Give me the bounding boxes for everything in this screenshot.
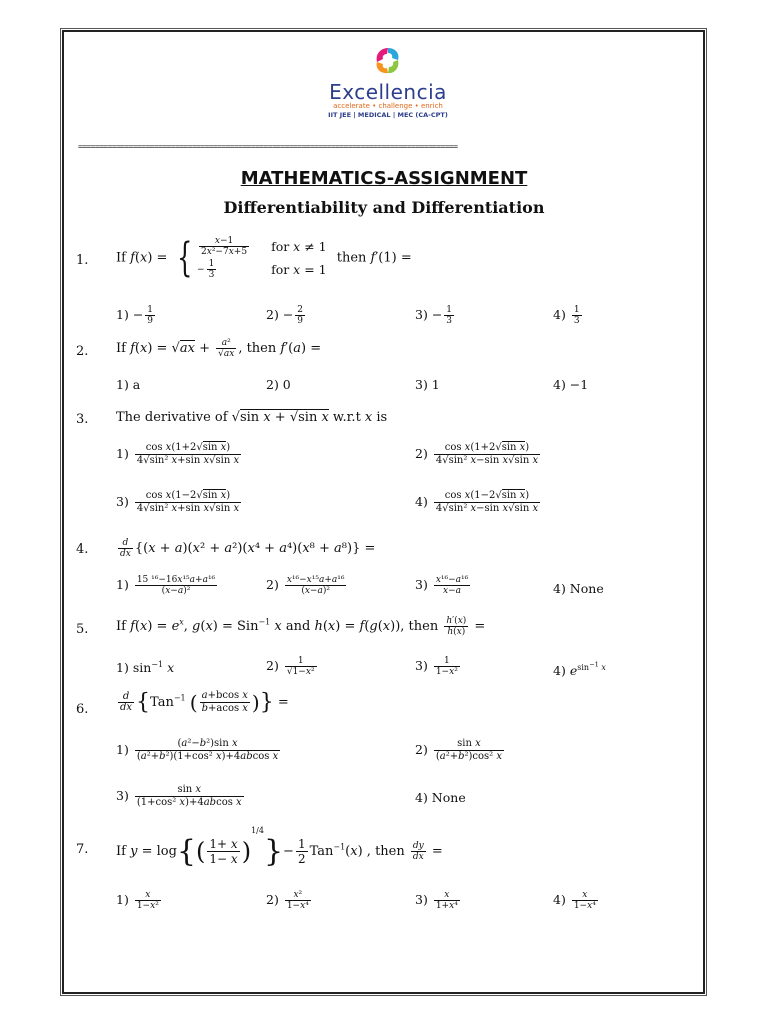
q5-option-3: 3) $\frac{1}{\text{1−x²}}$ [415,656,458,677]
swirl-logo-icon [370,44,406,80]
q2-option-1: 1) a [116,377,141,392]
q5-option-4: 4) $e^{sin^{-1} x}$ [553,660,606,678]
q1-option-3: 3) − $\frac{1}{3}$ [415,305,453,326]
brand-tagline: accelerate • challenge • enrich [333,102,443,110]
question-1: If f(x) = { $\frac{x-1}{\text{2x²−7x+5}}$ for x ≠ 1 − $\frac{1}{3}$ for x = 1 then f′(1) = [116,235,412,281]
q4-option-4: 4) None [553,581,604,596]
q6-option-3: 3) $\frac{\text{sin x}}{\text{(1+cos² x)+4abcos x}}$ [116,784,242,808]
q3-option-3: 3) $\frac{\text{cos x(1−2√sin x)}}{\text{4√sin² x+sin x√sin x}}$ [116,490,240,514]
q2-option-3: 3) 1 [415,377,440,392]
question-number: 7. [76,842,89,857]
q5-option-2: 2) $\frac{1}{\text{√1−x²}}$ [266,656,315,677]
question-3: The derivative of √sin x + √sin x w.r.t x is [116,410,388,425]
q6-option-2: 2) $\frac{\text{sin x}}{\text{(a²+b²)cos² x}}$ [415,738,502,762]
q6-option-4: 4) None [415,790,466,805]
brand-name: Excellencia [329,80,447,104]
q4-option-3: 3) $\frac{\text{x¹⁶−a¹⁶}}{x-a}$ [415,575,469,596]
q5-option-1: 1) $\sin^{-1} x$ [116,660,175,676]
q3-option-2: 2) $\frac{\text{cos x(1+2√sin x)}}{\text{4√sin² x−sin x√sin x}}$ [415,442,539,466]
separator-line: ========================================================================================== [78,143,458,151]
q4-option-2: 2) $\frac{\text{x¹⁶−x¹⁵a+a¹⁶}}{\text{(x−a)²}}$ [266,575,345,596]
q3-option-1: 1) $\frac{\text{cos x(1+2√sin x)}}{\text{4√sin² x+sin x√sin x}}$ [116,442,240,466]
question-number: 1. [76,253,89,268]
q3-option-4: 4) $\frac{\text{cos x(1−2√sin x)}}{\text{4√sin² x−sin x√sin x}}$ [415,490,539,514]
question-6: $\frac{d}{dx}$ {Tan$^{-1}$ ( $\frac{\text{a+bcos x}}{\text{b+acos x}}$ )} = [120,690,289,715]
question-5: If $f(x) = e^x$, g(x) = Sin$^{-1}$ x and h(x) = f(g(x)), then $\frac{h'(x)}{h(x)}$ = [116,616,486,637]
question-number: 5. [76,622,89,637]
question-number: 4. [76,542,89,557]
question-2: If f(x) = √ax + $\frac{\text{a²}}{√ax}$ , then f′(a) = [116,338,322,359]
q6-option-1: 1) $\frac{\text{(a²−b²)sin x}}{\text{(a²+b²)(1+cos² x)+4abcos x}}$ [116,738,279,762]
q1-option-1: 1) − $\frac{1}{9}$ [116,305,154,326]
question-number: 6. [76,702,89,717]
q7-option-1: 1) $\frac{x}{\text{1−x²}}$ [116,890,159,911]
brand-courses: IIT JEE | MEDICAL | MEC (CA-CPT) [328,111,448,119]
q7-option-4: 4) $\frac{x}{\text{1−x⁴}}$ [553,890,596,911]
q1-option-4: 4) $\frac{1}{3}$ [553,305,580,326]
q7-option-2: 2) $\frac{\text{x²}}{\text{1−x⁴}}$ [266,890,309,911]
q2-option-4: 4) −1 [553,377,589,392]
page-title: MATHEMATICS-ASSIGNMENT [240,168,528,189]
excellencia-logo [318,44,458,134]
q4-option-1: 1) $\frac{\text{15 ¹⁶−16x¹⁵a+a¹⁶}}{\text{(x−a)²}}$ [116,575,216,596]
question-number: 3. [76,412,89,427]
question-4: $\frac{d}{dx}$ {(x + a)(x² + a²)(x⁴ + a⁴)(x⁸ + a⁸)} = [120,538,376,559]
page-subtitle: Differentiability and Differentiation [223,198,545,217]
q7-option-3: 3) $\frac{x}{\text{1+x⁴}}$ [415,890,458,911]
q1-option-2: 2) − $\frac{2}{9}$ [266,305,304,326]
question-number: 2. [76,344,89,359]
q2-option-2: 2) 0 [266,377,291,392]
question-7: If y = log{( $\frac{1+ x}{1- x}$ )$^{1/4}$}− $\frac{1}{2}$ Tan$^{-1}$(x) , then $\frac{dy}{dx}$ = [116,826,443,869]
